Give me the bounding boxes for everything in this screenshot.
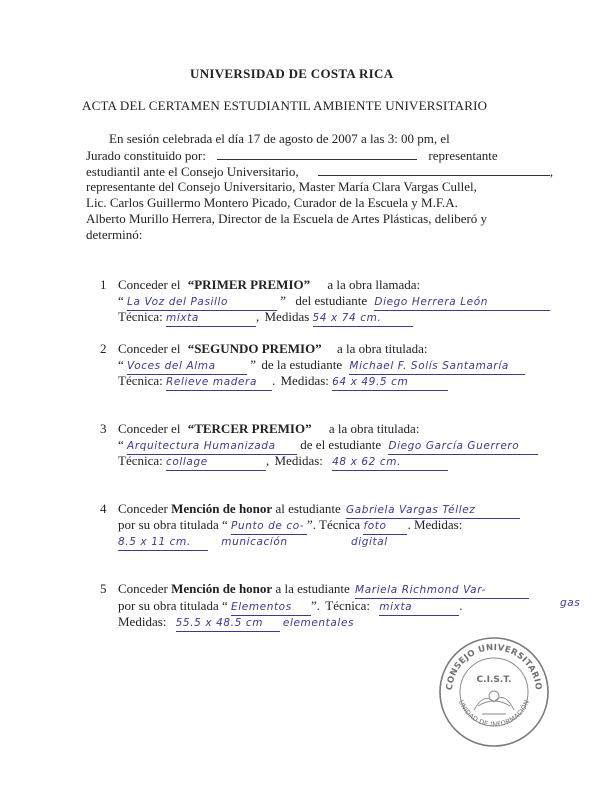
intro-line-1: En sesión celebrada el día 17 de agosto de 2007 a las 3: 00 pm, el [109,131,450,146]
label-tecnica: Técnica: [118,373,163,388]
seal-emblem-icon [474,691,514,714]
award-number: 1 [100,277,107,292]
technique: mixta [166,310,256,327]
technique: collage [166,454,266,471]
label-de-el-estudiante: de el estudiante [300,437,382,452]
student-name: Gabriela Vargas Téllez [346,502,520,519]
close-quote: ” [250,357,257,372]
close-quote: ”. [311,598,321,613]
seal-outer-ring [440,638,548,746]
award-number: 2 [100,341,107,356]
award-number: 5 [100,581,107,596]
intro-representante-text: representante [428,148,498,163]
technique: Relieve madera [166,374,272,391]
intro-line-2 [86,147,498,164]
open-quote: “ [118,357,124,372]
prize-name: “TERCER PREMIO” [187,421,312,436]
dimensions: 64 x 49.5 cm [332,374,448,391]
label-medidas: . Medidas: [407,517,463,532]
work-title: Elementos [231,599,311,616]
dimensions: 55.5 x 48.5 cm [176,615,280,632]
dimensions: 54 x 74 cm. [313,310,413,327]
act-title: ACTA DEL CERTAMEN ESTUDIANTIL AMBIENTE UNIVERSITARIO [82,98,488,113]
intro-jurado-text: Jurado constituido por: [86,148,206,163]
work-title: Voces del Alma [127,358,247,375]
label-medidas: Medidas: [274,453,323,468]
award-line [118,421,419,437]
label-conceder-el: Conceder el [118,341,181,356]
label-tecnica: Técnica: [118,453,163,468]
label-obra-llamada: a la obra llamada: [327,277,421,292]
seal-center-text: C.I.S.T. [476,675,512,685]
intro-line-5: Lic. Carlos Guillermo Montero Picado, Curador de la Escuela y M.F.A. [86,195,458,210]
label-por-su-obra: por su obra titulada [118,598,219,613]
comma: , [266,453,270,468]
award-line [118,533,388,551]
dot: . [459,598,463,613]
work-title: La Voz del Pasillo [127,294,277,311]
award-line [118,341,428,357]
work-title-continued: municación [221,536,288,548]
student-name: Diego García Guerrero [388,438,538,455]
technique-continued: digital [350,536,388,548]
jury-blank-2 [318,163,550,176]
label-tecnica: Técnica: [118,309,163,324]
label-medidas: Medidas: [280,373,329,388]
award-number: 4 [100,501,107,516]
student-name: Michael F. Solís Santamaría [349,358,525,375]
work-title: Punto de co- [231,518,307,535]
university-heading: UNIVERSIDAD DE COSTA RICA [190,66,394,81]
work-title: Arquitectura Humanizada [127,438,297,455]
mention-title: Mención de honor [171,501,273,516]
student-name: Mariela Richmond Var- [355,582,529,599]
label-medidas: Medidas: [118,614,167,629]
work-title-continued: elementales [282,617,355,629]
prize-name: “PRIMER PREMIO” [187,277,311,292]
award-line [118,453,448,471]
seal-top-text: CONSEJO UNIVERSITARIO [444,642,544,691]
seal-bottom-text: UNIDAD DE INFORMACIÓN [456,698,532,729]
award-line [118,614,354,632]
label-conceder-el: Conceder el [118,277,181,292]
jury-blank-1 [217,147,417,160]
label-medidas: Medidas [264,309,310,324]
label-obra-titulada: a la obra titulada: [328,421,420,436]
award-line [118,581,529,599]
comma: , [256,309,260,324]
dimensions: 8.5 x 11 cm. [118,534,208,551]
label-conceder-el: Conceder el [118,421,181,436]
technique: foto [363,518,407,535]
label-tecnica: . Técnica [312,517,361,532]
label-tecnica: Técnica: [325,598,371,613]
label-del-estudiante: del estudiante [295,293,368,308]
open-quote: “ [221,598,228,613]
open-quote: “ [118,437,124,452]
mention-title: Mención de honor [171,581,273,596]
intro-line-6: Alberto Murillo Herrera, Director de la Escuela de Artes Plásticas, deliberó y [86,211,488,226]
award-line [118,309,413,327]
dimensions: 48 x 62 cm. [332,454,448,471]
label-conceder: Conceder [118,501,168,516]
award-number: 3 [100,421,107,436]
intro-line-3 [86,163,553,180]
label-al-estudiante: al estudiante [275,501,341,516]
open-quote: “ [118,293,124,308]
award-line [118,277,420,293]
university-seal-stamp [438,636,550,748]
label-conceder: Conceder [118,581,168,596]
intro-line-7: determinó: [86,227,143,242]
award-line [118,373,448,391]
label-por-su-obra: por su obra titulada [118,517,219,532]
close-quote: ” [307,517,313,532]
student-name-continued: gas [560,597,581,609]
open-quote: “ [221,517,228,532]
comma: , [549,164,554,179]
technique: mixta [379,599,459,616]
dot: . [272,373,276,388]
intro-line-4: representante del Consejo Universitario, Master María Clara Vargas Cullel, [86,179,477,194]
label-a-la-estudiante: a la estudiante [275,581,350,596]
label-de-la-estudiante: de la estudiante [261,357,343,372]
label-obra-titulada: a la obra titulada: [336,341,428,356]
student-name: Diego Herrera León [374,294,550,311]
close-quote: ” [280,293,287,308]
intro-estudiantil-text: estudiantil ante el Consejo Universitario, [86,164,299,179]
prize-name: “SEGUNDO PREMIO” [187,341,322,356]
